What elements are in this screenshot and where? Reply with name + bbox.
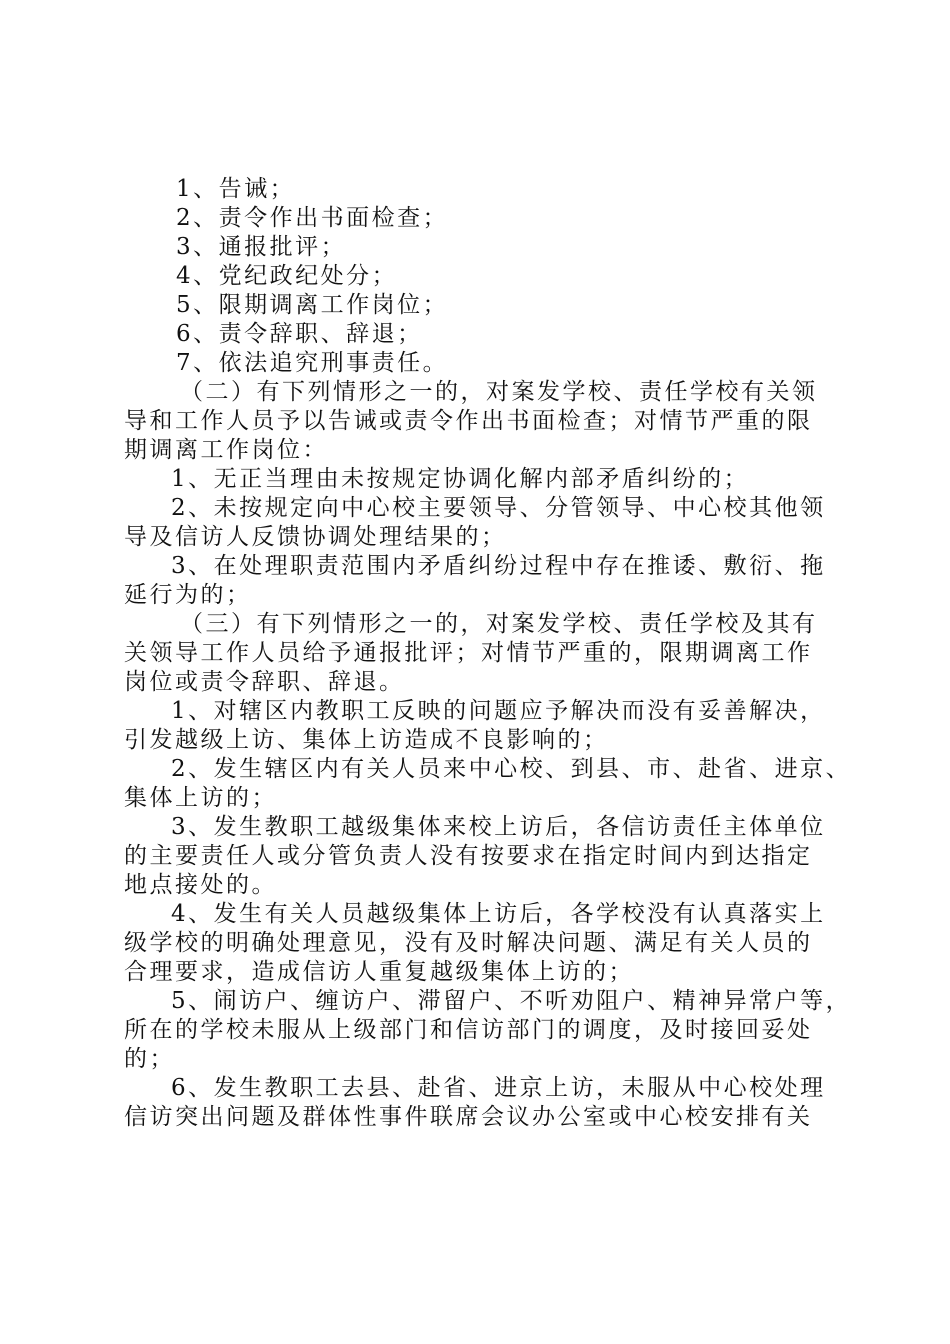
paragraph-line: 1、对辖区内教职工反映的问题应予解决而没有妥善解决， <box>171 698 826 724</box>
measure-item: 5、限期调离工作岗位； <box>176 292 449 318</box>
measures-list <box>124 175 834 378</box>
paragraph-line: 的； <box>124 1046 175 1072</box>
section-3-item <box>124 1074 834 1132</box>
measure-item: 2、责令作出书面检查； <box>176 205 449 231</box>
measure-item: 1、告诫； <box>176 176 296 202</box>
measure-item: 6、责令辞职、辞退； <box>176 321 423 347</box>
paragraph-line: 导和工作人员予以告诫或责令作出书面检查；对情节严重的限 <box>124 408 813 434</box>
section-3-item <box>124 813 834 900</box>
section-3-item <box>124 697 834 755</box>
paragraph-line: 合理要求，造成信访人重复越级集体上访的； <box>124 959 634 985</box>
section-2-item <box>124 552 834 610</box>
measure-item: 7、依法追究刑事责任。 <box>176 350 449 376</box>
section-2-item <box>124 494 834 552</box>
paragraph-line: 延行为的； <box>124 582 252 608</box>
paragraph-line: （三）有下列情形之一的，对案发学校、责任学校及其有 <box>180 611 818 637</box>
section-2-item <box>124 465 834 494</box>
paragraph-line: 级学校的明确处理意见，没有及时解决问题、满足有关人员的 <box>124 930 813 956</box>
paragraph-line: 期调离工作岗位： <box>124 437 328 463</box>
measure-item: 3、通报批评； <box>176 234 347 260</box>
paragraph-line: 引发越级上访、集体上访造成不良影响的； <box>124 727 609 753</box>
paragraph-line: 集体上访的； <box>124 785 277 811</box>
paragraph-line: 5、闹访户、缠访户、滞留户、不听劝阻户、精神异常户等， <box>171 988 852 1014</box>
paragraph-line: 的主要责任人或分管负责人没有按要求在指定时间内到达指定 <box>124 843 813 869</box>
section-3-item <box>124 900 834 987</box>
paragraph-line: 3、发生教职工越级集体来校上访后，各信访责任主体单位 <box>171 814 826 840</box>
section-3-item <box>124 987 852 1074</box>
section-3 <box>124 610 852 1132</box>
paragraph-line: （二）有下列情形之一的，对案发学校、责任学校有关领 <box>180 379 818 405</box>
paragraph-line: 6、发生教职工去县、赴省、进京上访，未服从中心校处理 <box>171 1075 826 1101</box>
paragraph-line: 4、发生有关人员越级集体上访后，各学校没有认真落实上 <box>171 901 826 927</box>
section-2 <box>124 378 834 610</box>
paragraph-line: 3、在处理职责范围内矛盾纠纷过程中存在推诿、敷衍、拖 <box>171 553 826 579</box>
paragraph-line: 1、无正当理由未按规定协调化解内部矛盾纠纷的； <box>171 466 750 492</box>
measure-item: 4、党纪政纪处分； <box>176 263 398 289</box>
section-2-heading-paragraph <box>124 378 834 465</box>
paragraph-line: 地点接处的。 <box>124 872 277 898</box>
section-3-heading-paragraph <box>124 610 834 697</box>
paragraph-line: 导及信访人反馈协调处理结果的； <box>124 524 507 550</box>
paragraph-line: 岗位或责令辞职、辞退。 <box>124 669 405 695</box>
paragraph-line: 关领导工作人员给予通报批评；对情节严重的，限期调离工作 <box>124 640 813 666</box>
document-page <box>124 175 852 1132</box>
paragraph-line: 信访突出问题及群体性事件联席会议办公室或中心校安排有关 <box>124 1104 813 1130</box>
paragraph-line: 所在的学校未服从上级部门和信访部门的调度，及时接回妥处 <box>124 1017 813 1043</box>
paragraph-line: 2、未按规定向中心校主要领导、分管领导、中心校其他领 <box>171 495 826 521</box>
paragraph-line: 2、发生辖区内有关人员来中心校、到县、市、赴省、进京、 <box>171 756 852 782</box>
section-3-item <box>124 755 852 813</box>
